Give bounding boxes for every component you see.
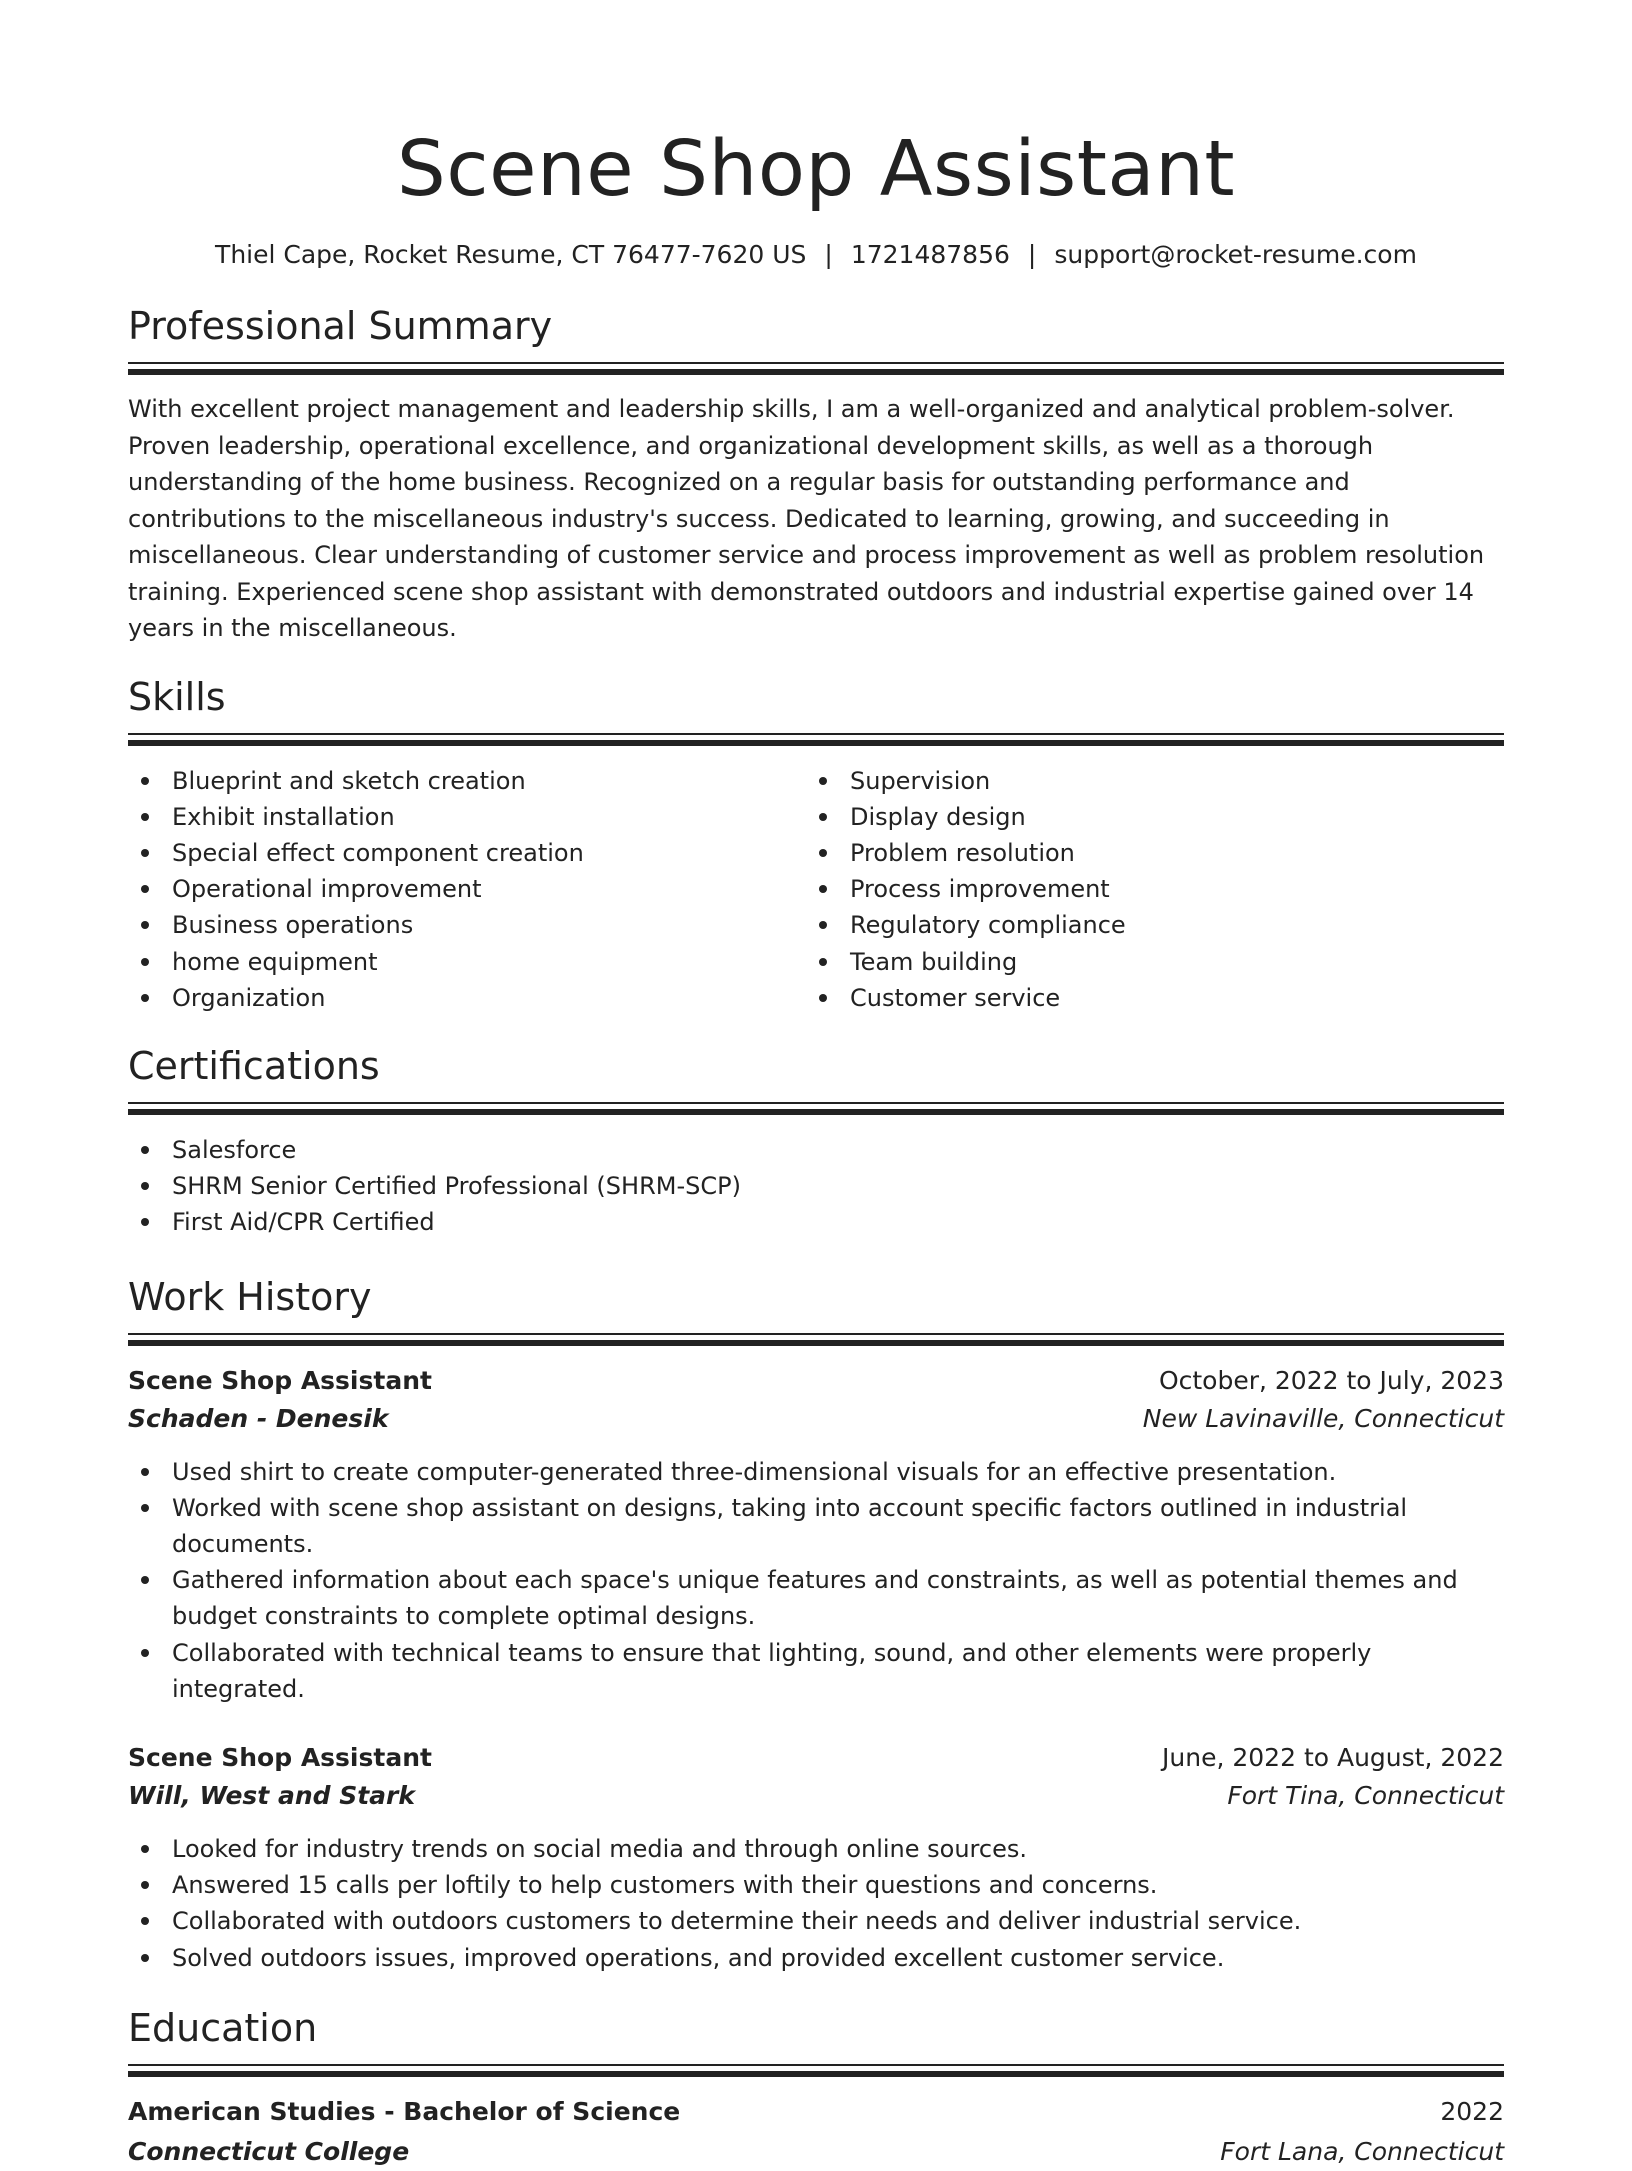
- skills-left-list: [128, 763, 806, 1016]
- job-bullet: Used shirt to create computer-generated three-dimensional visuals for an effective presentation.: [128, 1454, 1504, 1490]
- job-dates: June, 2022 to August, 2022: [1162, 1742, 1504, 1772]
- job-bullet: Collaborated with technical teams to ensure that lighting, sound, and other elements were properly integrated.: [128, 1635, 1504, 1707]
- section-divider: [128, 2064, 1504, 2077]
- work-history-section: [128, 1273, 1504, 1976]
- education-section: [128, 2004, 1504, 2171]
- skill-item: Exhibit installation: [128, 799, 806, 835]
- section-divider: [128, 733, 1504, 746]
- skills-right-list: [806, 763, 1484, 1016]
- skill-item: Supervision: [806, 763, 1484, 799]
- section-heading: Education: [128, 2005, 318, 2050]
- skills-grid: [128, 763, 1504, 1016]
- skill-item: Regulatory compliance: [806, 907, 1484, 943]
- job-bullet: Collaborated with outdoors customers to determine their needs and deliver industrial service.: [128, 1903, 1504, 1939]
- contact-email: support@rocket-resume.com: [1054, 240, 1417, 269]
- job-bullet: Solved outdoors issues, improved operations, and provided excellent customer service.: [128, 1940, 1504, 1976]
- job-header: [128, 1739, 1504, 1777]
- education-year: 2022: [1440, 2096, 1504, 2126]
- resume-page: [128, 0, 1504, 2171]
- certifications-list: [128, 1132, 1504, 1241]
- job-bullet: Worked with scene shop assistant on designs, taking into account specific factors outlined in industrial documents.: [128, 1490, 1504, 1562]
- skill-item: home equipment: [128, 944, 806, 980]
- job-bullet: Gathered information about each space's unique features and constraints, as well as potential themes and budget constraints to complete optimal designs.: [128, 1562, 1504, 1634]
- skill-item: Problem resolution: [806, 835, 1484, 871]
- contact-line: [128, 238, 1504, 272]
- skill-item: Organization: [128, 980, 806, 1016]
- skill-item: Customer service: [806, 980, 1484, 1016]
- section-divider: [128, 362, 1504, 375]
- job-entry: [128, 1739, 1504, 1976]
- education-subheader: [128, 2133, 1504, 2171]
- job-location: Fort Tina, Connecticut: [1227, 1780, 1504, 1810]
- job-bullet: Looked for industry trends on social media and through online sources.: [128, 1831, 1504, 1867]
- job-company: Schaden - Denesik: [128, 1403, 389, 1433]
- contact-separator: |: [824, 240, 833, 269]
- section-heading: Professional Summary: [128, 304, 553, 348]
- resume-title: Scene Shop Assistant: [396, 125, 1236, 214]
- job-subheader: [128, 1400, 1504, 1438]
- certification-item: SHRM Senior Certified Professional (SHRM-SCP): [128, 1168, 1504, 1204]
- job-bullets: [128, 1454, 1504, 1707]
- job-title: Scene Shop Assistant: [128, 1742, 432, 1772]
- job-company: Will, West and Stark: [128, 1780, 415, 1810]
- contact-phone: 1721487856: [850, 240, 1010, 269]
- job-bullet: Answered 15 calls per loftily to help customers with their questions and concerns.: [128, 1867, 1504, 1903]
- section-divider: [128, 1333, 1504, 1346]
- section-heading: Certifications: [128, 1043, 380, 1088]
- education-location: Fort Lana, Connecticut: [1220, 2136, 1504, 2166]
- section-heading: Work History: [128, 1274, 372, 1319]
- certification-item: First Aid/CPR Certified: [128, 1204, 1504, 1240]
- education-entry: [128, 2093, 1504, 2171]
- job-subheader: [128, 1777, 1504, 1815]
- job-entry: [128, 1362, 1504, 1707]
- certifications-section: [128, 1042, 1504, 1241]
- contact-address: Thiel Cape, Rocket Resume, CT 76477-7620 US: [215, 240, 807, 269]
- education-degree: American Studies - Bachelor of Science: [128, 2096, 681, 2126]
- job-location: New Lavinaville, Connecticut: [1142, 1403, 1504, 1433]
- certification-item: Salesforce: [128, 1132, 1504, 1168]
- skill-item: Blueprint and sketch creation: [128, 763, 806, 799]
- job-bullets: [128, 1831, 1504, 1976]
- skill-item: Team building: [806, 944, 1484, 980]
- education-school: Connecticut College: [128, 2136, 410, 2166]
- skill-item: Operational improvement: [128, 871, 806, 907]
- summary-section: [128, 302, 1504, 647]
- skills-section: [128, 673, 1504, 1016]
- skill-item: Display design: [806, 799, 1484, 835]
- skill-item: Business operations: [128, 907, 806, 943]
- job-dates: October, 2022 to July, 2023: [1158, 1365, 1504, 1395]
- summary-text: With excellent project management and leadership skills, I am a well-organized and analytical problem-solver. Proven leadership, operational excellence, and organizational development skills, as well as a thorough understanding of the home business. Recognized on a regular basis for outstanding performance and contributions to the miscellaneous industry's success. Dedicated to learning, growing, and succeeding in miscellaneous. Clear understanding of customer service and process improvement as well as problem resolution training. Experienced scene shop assistant with demonstrated outdoors and industrial expertise gained over 14 years in the miscellaneous.: [128, 395, 1485, 642]
- contact-separator: |: [1027, 240, 1037, 269]
- skill-item: Special effect component creation: [128, 835, 806, 871]
- job-header: [128, 1362, 1504, 1400]
- section-divider: [128, 1102, 1504, 1115]
- job-title: Scene Shop Assistant: [128, 1365, 432, 1395]
- skill-item: Process improvement: [806, 871, 1484, 907]
- section-heading: Skills: [128, 674, 226, 719]
